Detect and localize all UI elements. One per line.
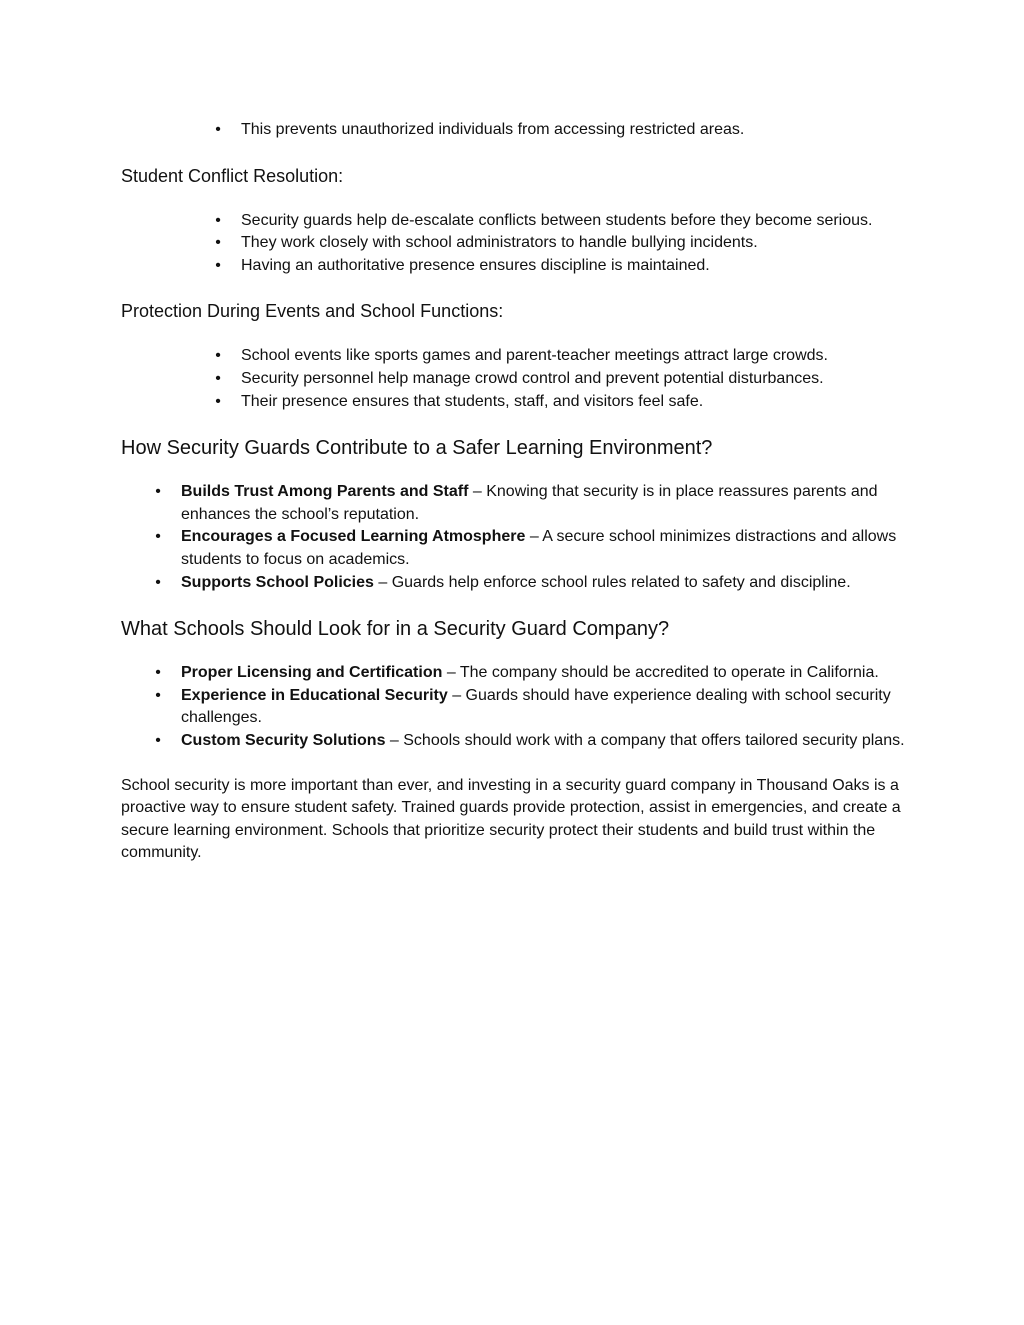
section-heading-events-protection: Protection During Events and School Functions: bbox=[121, 301, 504, 322]
company-criteria-list bbox=[121, 662, 911, 752]
list-item bbox=[121, 481, 911, 526]
list-item-lead: Supports School Policies bbox=[181, 573, 374, 591]
bullet-icon: • bbox=[155, 573, 161, 591]
list-item-text: – The company should be accredited to operate in California. bbox=[442, 664, 879, 682]
list-item-text: – Guards should have experience dealing with school security challenges. bbox=[181, 686, 891, 727]
list-item-text: Their presence ensures that students, staff, and visitors feel safe. bbox=[241, 392, 704, 410]
list-item-lead: Encourages a Focused Learning Atmosphere bbox=[181, 528, 526, 546]
bullet-icon: • bbox=[155, 686, 161, 704]
list-item bbox=[121, 662, 911, 685]
list-item bbox=[121, 255, 911, 278]
section-heading-student-conflict: Student Conflict Resolution: bbox=[121, 165, 344, 186]
list-item bbox=[121, 391, 911, 414]
list-item bbox=[121, 572, 911, 595]
list-item-text: This prevents unauthorized individuals from accessing restricted areas. bbox=[241, 121, 745, 138]
bullet-icon: • bbox=[215, 392, 221, 410]
list-item-lead: Experience in Educational Security bbox=[181, 686, 448, 704]
bullet-icon: • bbox=[155, 483, 161, 501]
closing-paragraph: School security is more important than ever, and investing in a security guard company in Thousand Oaks is a proactive way to ensure student safety. Trained guards provide protection, assist in emergencies, and create a secure learning environment. Schools that prioritize security protect their students and build trust within the community. bbox=[121, 776, 901, 862]
bullet-icon: • bbox=[215, 369, 221, 387]
section-heading-safer-environment: How Security Guards Contribute to a Safer Learning Environment? bbox=[121, 437, 713, 460]
list-item-text: Security guards help de-escalate conflicts between students before they become serious. bbox=[241, 211, 873, 229]
list-item bbox=[121, 210, 911, 233]
list-item bbox=[121, 685, 911, 730]
bullet-icon: • bbox=[215, 347, 221, 365]
list-item-text: Having an authoritative presence ensures discipline is maintained. bbox=[241, 256, 710, 274]
bullet-icon: • bbox=[155, 731, 161, 749]
bullet-icon: • bbox=[155, 528, 161, 546]
bullet-icon: • bbox=[155, 664, 161, 682]
list-item-text: School events like sports games and parent-teacher meetings attract large crowds. bbox=[241, 347, 828, 365]
section-heading-company-criteria: What Schools Should Look for in a Security Guard Company? bbox=[121, 618, 670, 641]
list-item-text: – Schools should work with a company that offers tailored security plans. bbox=[385, 731, 905, 749]
list-item-text: They work closely with school administrators to handle bullying incidents. bbox=[241, 234, 758, 252]
bullet-icon: • bbox=[215, 211, 221, 229]
bullet-icon: • bbox=[215, 121, 221, 138]
document-body bbox=[121, 119, 911, 865]
list-item bbox=[121, 345, 911, 368]
list-item-text: – Knowing that security is in place reassures parents and enhances the school’s reputation. bbox=[181, 483, 878, 523]
bullet-icon: • bbox=[215, 234, 221, 252]
list-item bbox=[121, 368, 911, 391]
list-item bbox=[121, 730, 911, 753]
list-item bbox=[121, 526, 911, 571]
list-item-text: – Guards help enforce school rules related to safety and discipline. bbox=[373, 573, 851, 591]
safer-environment-list bbox=[121, 481, 911, 594]
student-conflict-list bbox=[121, 210, 911, 278]
events-protection-list bbox=[121, 345, 911, 413]
list-item-text: Security personnel help manage crowd control and prevent potential disturbances. bbox=[241, 369, 824, 387]
list-item-lead: Builds Trust Among Parents and Staff bbox=[181, 483, 469, 501]
list-item bbox=[121, 119, 911, 142]
list-item bbox=[121, 232, 911, 255]
list-item-lead: Proper Licensing and Certification bbox=[181, 664, 443, 682]
access-control-list bbox=[121, 119, 911, 142]
bullet-icon: • bbox=[215, 256, 221, 274]
list-item-text: – A secure school minimizes distractions and allows students to focus on academics. bbox=[181, 528, 897, 568]
list-item-lead: Custom Security Solutions bbox=[181, 731, 386, 749]
